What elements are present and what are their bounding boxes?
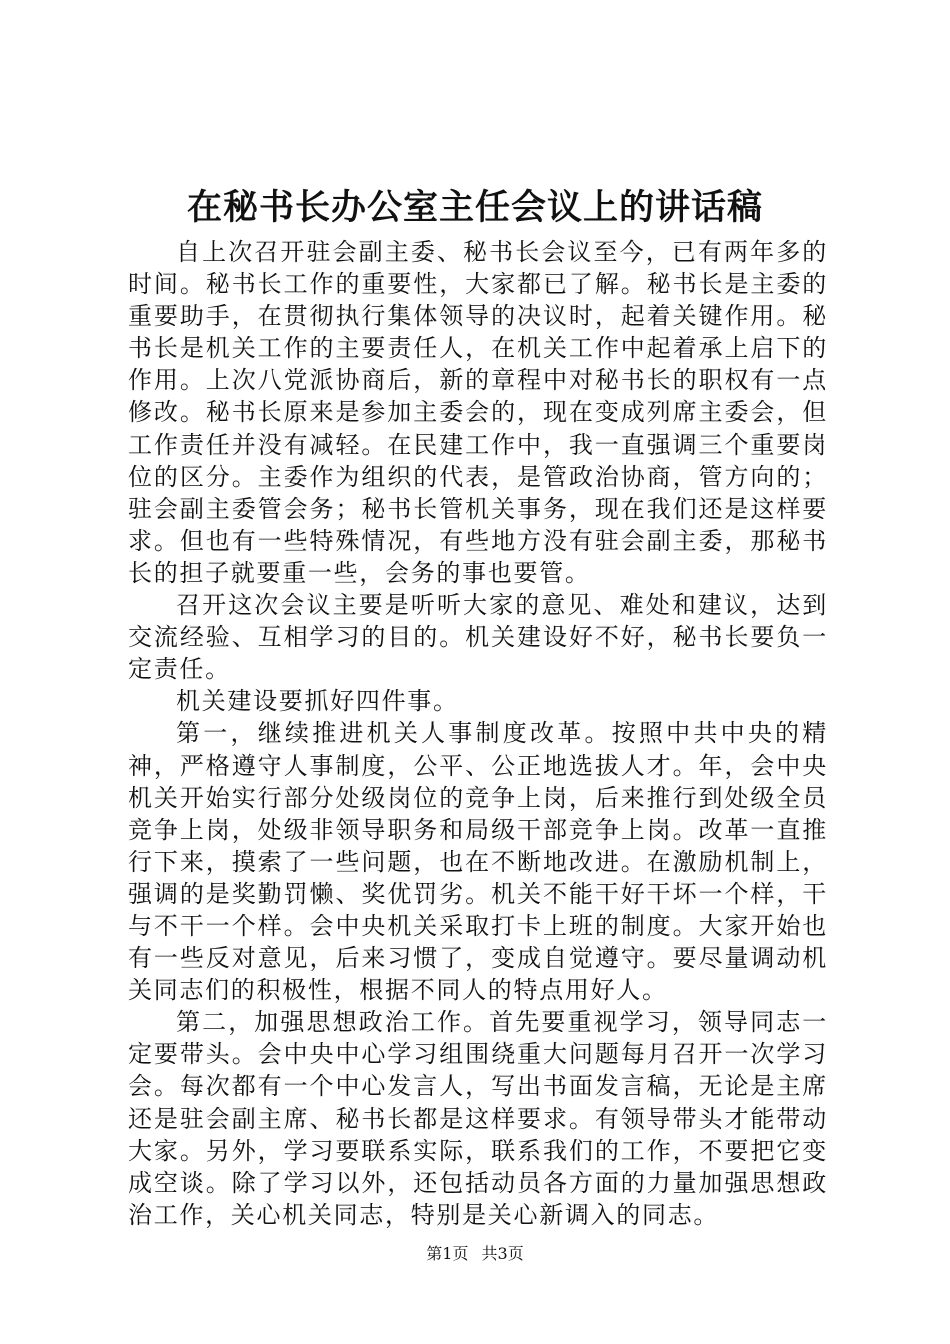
- page-footer: [0, 1244, 950, 1264]
- page-total: 共3页: [481, 1244, 524, 1263]
- paragraph-2: 召开这次会议主要是听听大家的意见、难处和建议，达到交流经验、互相学习的目的。机关建设好不好，秘书长要负一定责任。: [128, 591, 828, 684]
- paragraph-1: 自上次召开驻会副主委、秘书长会议至今，已有两年多的时间。秘书长工作的重要性，大家都已了解。秘书长是主委的重要助手，在贯彻执行集体领导的决议时，起着关键作用。秘书长是机关工作的主要责任人，在机关工作中起着承上启下的作用。上次八党派协商后，新的章程中对秘书长的职权有一点修改。秘书长原来是参加主委会的，现在变成列席主委会，但工作责任并没有减轻。在民建工作中，我一直强调三个重要岗位的区分。主委作为组织的代表，是管政治协商，管方向的；驻会副主委管会务；秘书长管机关事务，现在我们还是这样要求。但也有一些特殊情况，有些地方没有驻会副主委，那秘书长的担子就要重一些，会务的事也要管。: [128, 238, 828, 587]
- page-number: 第1页: [426, 1244, 469, 1263]
- paragraph-5: 第二，加强思想政治工作。首先要重视学习，领导同志一定要带头。会中央中心学习组围绕重大问题每月召开一次学习会。每次都有一个中心发言人，写出书面发言稿，无论是主席还是驻会副主席、秘书长都是这样要求。有领导带头才能带动大家。另外，学习要联系实际，联系我们的工作，不要把它变成空谈。除了学习以外，还包括动员各方面的力量加强思想政治工作，关心机关同志，特别是关心新调入的同志。: [128, 1008, 828, 1229]
- paragraph-4: 第一，继续推进机关人事制度改革。按照中共中央的精神，严格遵守人事制度，公平、公正地选拔人才。年，会中央机关开始实行部分处级岗位的竞争上岗，后来推行到处级全员竞争上岗，处级非领导职务和局级干部竞争上岗。改革一直推行下来，摸索了一些问题，也在不断地改进。在激励机制上，强调的是奖勤罚懒、奖优罚劣。机关不能干好干坏一个样，干与不干一个样。会中央机关采取打卡上班的制度。大家开始也有一些反对意见，后来习惯了，变成自觉遵守。要尽量调动机关同志们的积极性，根据不同人的特点用好人。: [128, 719, 828, 1005]
- document-body: [128, 236, 828, 1231]
- paragraph-3: 机关建设要抓好四件事。: [176, 687, 459, 716]
- document-title: 在秘书长办公室主任会议上的讲话稿: [186, 187, 763, 228]
